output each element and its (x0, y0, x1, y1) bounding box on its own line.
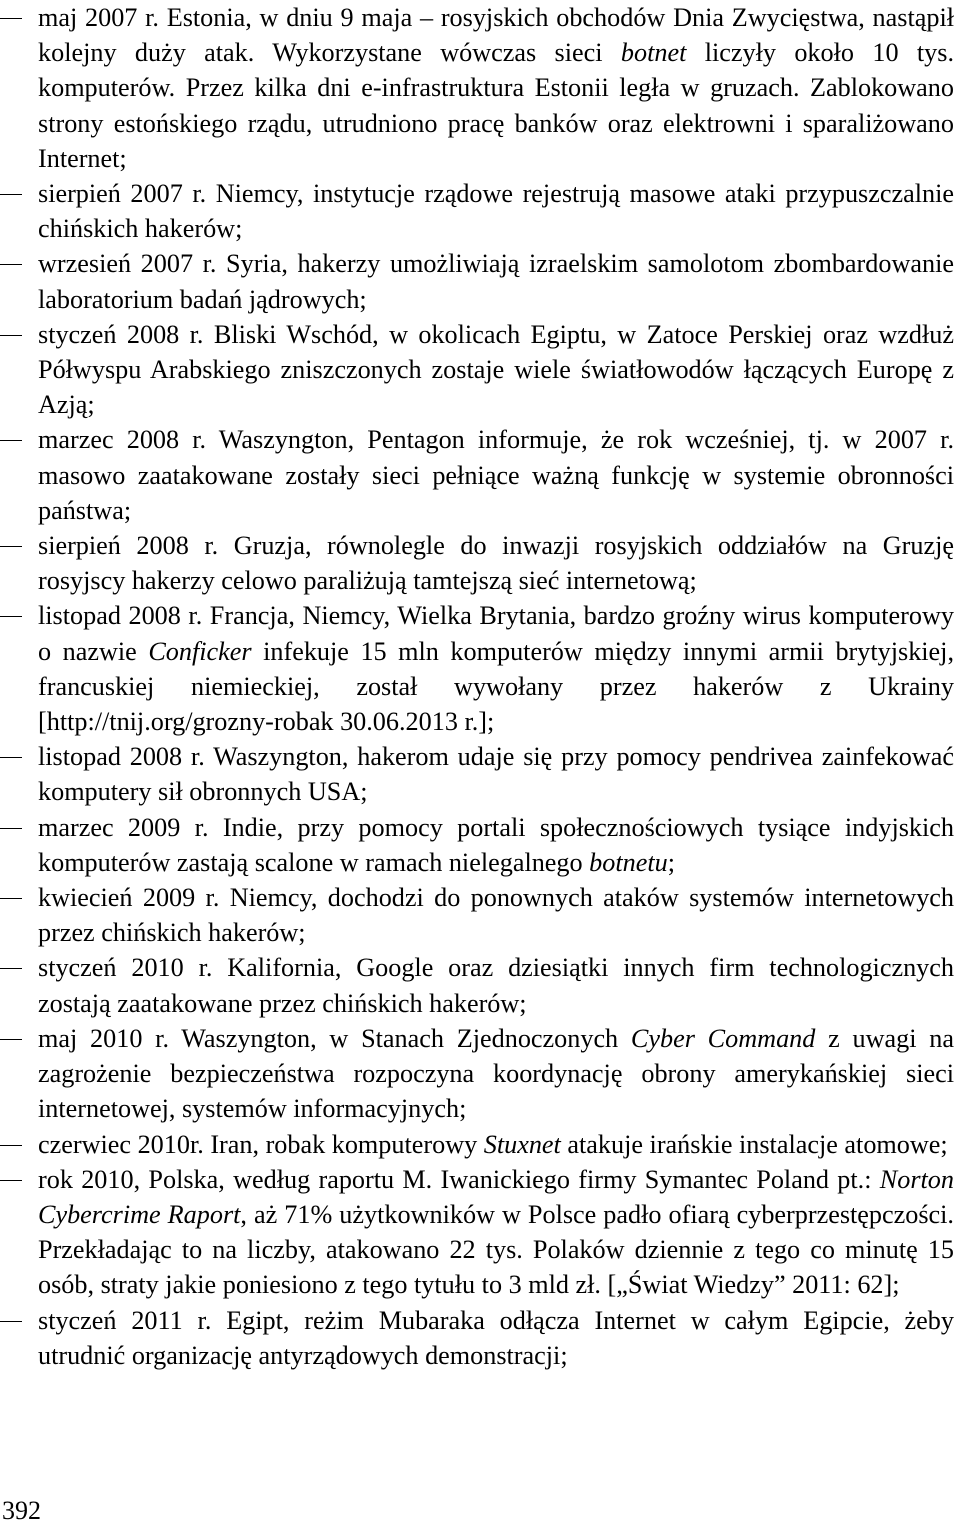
timeline-entry (0, 422, 960, 528)
entry-text-italic: Norton Cybercrime Raport (38, 1164, 954, 1229)
entry-text: styczeń 2010 r. Kalifornia, Google oraz dziesiątki innych firm technologicznych zostają zaatakowane przez chińskich hakerów; (38, 953, 954, 1018)
entry-text: listopad 2008 r. Francja, Niemcy, Wielka Brytania, bardzo groźny wirus komputerowy o nazwie (38, 601, 954, 666)
timeline-entry (0, 1303, 960, 1373)
entry-text: atakuje irańskie instalacje atomowe; (560, 1129, 948, 1159)
entry-text: styczeń 2011 r. Egipt, reżim Mubaraka odłącza Internet w całym Egipcie, żeby utrudnić organizację antyrządowych demonstracji; (38, 1305, 954, 1370)
entry-text: maj 2007 r. Estonia, w dniu 9 maja – rosyjskich obchodów Dnia Zwycięstwa, nastąpił kolejny duży atak. Wykorzystane wówczas sieci (38, 3, 954, 68)
entry-text: marzec 2008 r. Waszyngton, Pentagon informuje, że rok wcześniej, tj. w 2007 r. masowo zaatakowane zostały sieci pełniące ważną funkcję w systemie obronności państwa; (38, 425, 954, 525)
entry-text: styczeń 2008 r. Bliski Wschód, w okolicach Egiptu, w Zatoce Perskiej oraz wzdłuż Półwyspu Arabskiego zniszczonych zostaje wiele światłowodów łączących Europę z Azją; (38, 319, 954, 420)
timeline-entry (0, 246, 960, 316)
entry-text: liczyły około 10 tys. komputerów. Przez kilka dni e-infrastruktura Estonii legła w gruzach. Zablokowano strony estońskiego rządu, utrudniono pracę banków oraz elektrowni i sparaliżowano Internet; (38, 38, 954, 173)
timeline-entry (0, 1021, 960, 1127)
page-number: 392 (2, 1496, 41, 1525)
entry-text: wrzesień 2007 r. Syria, hakerzy umożliwiają izraelskim samolotom zbombardowanie laboratorium badań jądrowych; (38, 249, 954, 314)
timeline-entry (0, 176, 960, 246)
entry-text-italic: Cyber Command (630, 1023, 816, 1053)
timeline-entry (0, 1162, 960, 1303)
entry-text: maj 2010 r. Waszyngton, w Stanach Zjednoczonych (38, 1023, 631, 1053)
entry-text: sierpień 2007 r. Niemcy, instytucje rządowe rejestrują masowe ataki przypuszczalnie chińskich hakerów; (38, 179, 954, 244)
entry-text-italic: Stuxnet (483, 1129, 561, 1159)
entry-text: sierpień 2008 r. Gruzja, równolegle do inwazji rosyjskich oddziałów na Gruzję rosyjscy hakerzy celowo paraliżują tamtejszą sieć internetową; (38, 531, 954, 596)
entry-text: listopad 2008 r. Waszyngton, hakerom udaje się przy pomocy pendrivea zainfekować komputery sił obronnych USA; (38, 742, 954, 807)
entry-text: , aż 71% użytkowników w Polsce padło ofiarą cyberprzestępczości. Przekładając to na liczby, atakowano 22 tys. Polaków dziennie z tego co minutę 15 osób, straty jakie poniesiono z tego tytułu to 3 mld zł. [„Świat Wiedzy” 2011: 62]; (38, 1199, 954, 1300)
timeline-entry (0, 950, 960, 1020)
timeline-entry (0, 528, 960, 598)
timeline-entry (0, 598, 960, 739)
entry-text: rok 2010, Polska, według raportu M. Iwanickiego firmy Symantec Poland pt.: (38, 1164, 880, 1194)
entry-text-italic: botnetu (589, 847, 668, 877)
entry-text-italic: Conficker (148, 636, 252, 666)
timeline-entry (0, 0, 960, 176)
entry-text: kwiecień 2009 r. Niemcy, dochodzi do ponownych ataków systemów internetowych przez chińskich hakerów; (38, 883, 954, 948)
timeline-entry (0, 880, 960, 950)
entry-text: infekuje 15 mln komputerów między innymi armii brytyjskiej, francuskiej niemieckiej, został wywołany przez hakerów z Ukrainy [http://tnij.org/grozny-robak 30.06.2013 r.]; (38, 636, 955, 737)
entry-text: ; (667, 847, 676, 877)
entry-text-italic: botnet (620, 38, 687, 68)
entry-text: czerwiec 2010r. Iran, robak komputerowy (38, 1129, 484, 1159)
entry-text: marzec 2009 r. Indie, przy pomocy portali społecznościowych tysiące indyjskich komputerów zastają scalone w ramach nielegalnego (38, 812, 954, 877)
timeline-entry (0, 317, 960, 423)
timeline-entry (0, 1127, 960, 1162)
timeline-entry (0, 810, 960, 880)
entry-text: z uwagi na zagrożenie bezpieczeństwa rozpoczyna koordynację obrony amerykańskiej sieci internetowej, systemów informacyjnych; (38, 1023, 954, 1124)
timeline-entry (0, 739, 960, 809)
